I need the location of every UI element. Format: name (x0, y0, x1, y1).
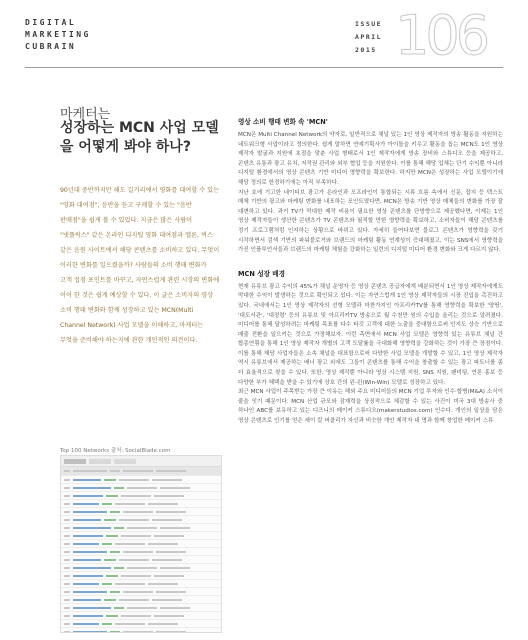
figure-table-row (61, 604, 221, 612)
figure-table-cell (114, 527, 124, 529)
body-paragraph: 지난 호에 기고한 네이티브 광고가 온라인과 오프라인이 통합되는 시류 흐름 속에서 신문, 잡지 등 텍스트 매체 기반의 광고와 마케팅 변화를 내포하는 포인트였다면, MCN은 방송 기반 영상 매체들의 변화를 가장 잘 대변하고 있다. 과거 TV가 막대한 제작 비용이 필요한 영상 콘텐츠를 단방향으로 제공했다면, 이제는 1인 영상 제작자들이 생산한 콘텐츠가 TV 콘텐츠와 필적할 만한 영향력을 확보하고, 소비자들이 해당 콘텐츠를 정기 프로그램처럼 인지하는 상황으로 바뀌고 있다. 자세히 들여다보면 블로그 콘텐츠가 영향력을 갖기 시작하면서 검색 기반의 파워블로거와 브랜드의 마케팅 활동 연계성이 증대해졌고, 이는 SNS에서 영향력을 가진 인플루언서들과 브랜드의 마케팅 체험을 강화하는 일련의 디지털 미디어 환경 변화와 크게 다르지 않다. (238, 189, 503, 254)
figure-table-cell (64, 487, 70, 489)
body-paragraph: 최근 MCN 사업이 주목받는 가장 큰 이유는 해외 주요 미디어들의 MCN 기업 투자와 인수·합병(M&A) 소식이 줄을 잇기 때문이다. MCN 산업 규모와 잠재력을 상징적으로 체감할 수 있는 사건이 미국 3대 방송사 중 하나인 ABC를 보유하고 있는 디즈니의 메이커 스튜디오(makerstudios.com) 인수다. 개인의 일상을 담은 영상 콘텐츠로 인기를 얻은 세이 칼 버클리가 자신과 비슷한 개인 제작자 네 명과 함께 창업한 메이커 스튜 (238, 389, 503, 425)
figure-table-cell (102, 543, 112, 545)
figure-table-cell (64, 470, 70, 472)
figure-table-cell (73, 511, 107, 513)
figure-table-cell (64, 543, 70, 545)
figure-table-cell (119, 479, 149, 481)
figure-table-cell (73, 607, 111, 609)
figure-table-row (61, 516, 221, 524)
section-title: MCN 성장 배경 (238, 269, 285, 278)
article-body (238, 117, 503, 427)
figure-table-cell (121, 615, 151, 617)
figure-table-cell (106, 495, 118, 497)
issue-year: 2015 (355, 46, 377, 54)
figure-table-cell (73, 583, 99, 585)
figure-table-cell (160, 567, 190, 569)
figure-table-row (61, 548, 221, 556)
figure-table-cell (123, 511, 153, 513)
figure-table-cell (64, 551, 70, 553)
figure-table-cell (73, 575, 103, 577)
figure-table-cell (160, 607, 190, 609)
brand-line-2: MARKETING (25, 30, 91, 39)
figure-table-cell (64, 607, 70, 609)
figure-table-row (61, 476, 221, 484)
figure-table-row (61, 588, 221, 596)
figure-table-cell (154, 615, 184, 617)
figure-table-cell (160, 527, 190, 529)
figure-table-cell (104, 559, 116, 561)
figure-table-cell (127, 527, 157, 529)
figure-table-cell (104, 479, 116, 481)
figure-table-cell (64, 599, 70, 601)
figure-table-cell (119, 519, 149, 521)
figure-table-cell (114, 607, 124, 609)
figure-table-cell (73, 519, 101, 521)
figure-table-cell (102, 503, 112, 505)
figure-table-header (61, 467, 221, 476)
figure-table-cell (115, 583, 145, 585)
figure-table-cell (106, 615, 118, 617)
figure-tab (114, 459, 136, 464)
figure-table-cell (64, 631, 70, 633)
figure-tab-bar (61, 456, 221, 467)
figure-table-cell (73, 567, 111, 569)
figure-table-cell (156, 631, 186, 633)
figure-table-cell (73, 623, 99, 625)
figure-table-cell (73, 487, 111, 489)
figure-table-cell (102, 623, 112, 625)
figure-table-row (61, 524, 221, 532)
figure-table-cell (123, 470, 153, 472)
figure-table-cell (104, 519, 116, 521)
figure-table-cell (73, 495, 103, 497)
figure-table-cell (64, 591, 70, 593)
figure-table-cell (110, 511, 120, 513)
body-paragraph: 현재 유튜브 광고 수익의 45%가 채널 운영자 등 영상 콘텐츠 공급자에게 배분되면서 1인 영상 제작자에게도 막대한 수익이 발생하는 것으로 확인되고 있다. 이는 자연스럽게 1인 영상 제작자들의 시장 진입을 촉진하고 있다. 국내에서는 1인 영상 제작자의 선형 모델과 마찬가지인 아프리카TV를 통해 영향력을 확보한 '양띵', '대도서관', '대정령' 등의 유튜브 및 아프리카TV 방송으로 월 수천만 원의 수입을 올리는 것으로 알려졌다. 미디어를 통해 달성하려는 마케팅 목표를 다수 타깃 고객에 대한 노출을 중대함으로써 인지도 상승 기반으로 매출 전환을 일으키는 것으로 가정해보자. 이런 측면에서 MCN 사업 모델은 영향력 있는 유튜브 채널 간 합종연횡을 통해 1인 영상 제작자 개별의 고객 도달률을 극대화해 영향력을 강화하는 것이 가장 큰 장점이다. 이를 통해 해당 사업자들은 소속 채널을 대표함으로써 다양한 사업 모델을 개발할 수 있고, 1인 영상 제작자 역시 유튜브에서 제공하는 배너 광고 외에도 그들이 콘텐츠를 통해 수익을 창출할 수 있는 광고 파트너를 좀 더 효율적으로 찾을 수 있다. 또한, 영상 제작뿐 아니라 영상 시스템 지원, SNS 지원, 팬미팅, 연론 홍보 등 다양한 부가 혜택을 받을 수 있기에 상호 간의 윈-윈(Win-Win) 모델로 성장하고 있다. (238, 283, 503, 386)
figure-tab (89, 459, 111, 464)
figure-table-row (61, 484, 221, 492)
brand-logo (25, 17, 91, 53)
figure-table-cell (152, 519, 182, 521)
figure-table-cell (121, 535, 151, 537)
issue-number: 106 (395, 4, 487, 67)
figure-table-cell (73, 559, 101, 561)
figure-tab (64, 459, 86, 464)
figure-table-cell (104, 599, 116, 601)
figure-table-cell (114, 567, 124, 569)
figure-table-row (61, 572, 221, 580)
figure-table-row (61, 540, 221, 548)
figure-table-row (61, 580, 221, 588)
figure-table-cell (148, 623, 178, 625)
figure-table-cell (64, 583, 70, 585)
figure-table-row (61, 508, 221, 516)
figure-table-cell (73, 543, 99, 545)
section-title: 영상 소비 행태 변화 속 'MCN' (238, 118, 328, 126)
figure-table-cell (127, 607, 157, 609)
figure-table-cell (73, 551, 107, 553)
figure-table-cell (123, 631, 153, 633)
figure-table-cell (148, 543, 178, 545)
figure-table-cell (64, 567, 70, 569)
figure-table-cell (106, 575, 118, 577)
figure-table-cell (119, 559, 149, 561)
figure-table-row (61, 556, 221, 564)
figure-table-cell (73, 615, 103, 617)
figure-table-cell (73, 470, 107, 472)
figure-table-cell (114, 487, 124, 489)
figure-table-cell (64, 623, 70, 625)
networks-table-figure (60, 455, 222, 633)
figure-table-cell (64, 495, 70, 497)
issue-label: ISSUE (355, 20, 383, 28)
figure-table-row (61, 564, 221, 572)
figure-table-cell (152, 559, 182, 561)
figure-table-cell (64, 519, 70, 521)
figure-table-cell (73, 527, 111, 529)
figure-table-row (61, 628, 221, 633)
figure-table-cell (148, 503, 178, 505)
figure-table-cell (73, 591, 107, 593)
figure-table-cell (115, 623, 145, 625)
figure-table-row (61, 596, 221, 604)
figure-table-cell (73, 631, 107, 633)
figure-table-cell (156, 470, 186, 472)
issue-info (355, 18, 382, 57)
figure-table-cell (106, 535, 118, 537)
header-rule (25, 67, 503, 68)
figure-table-cell (73, 479, 101, 481)
article-lead: 90년대 중반까지만 해도 길거리에서 영화를 대여할 수 있는 "영화 대여점", 음반을 듣고 구매할 수 있는 "음반 판매점"을 쉽게 볼 수 있었다. 지금은 많은 사람이 "넷플릭스" 같은 온라인 디지털 영화 대여점과 멜론, 벅스 같은 음원 사이트에서 해당 콘텐츠를 소비하고 있다. 무엇이 이러한 변화를 일으켰을까? 사람들의 소비 행태 변화가 고객 접점 포인트를 바꾸고, 자연스럽게 관련 시장의 변화에 이어 한 것은 쉽게 예상할 수 있다. 이 글은 소비자의 영상 소비 행태 변화와 함께 성장하고 있는 MCN(Multi Channel Network) 사업 모델을 이해하고, 마케터는 무엇을 준비해야 하는지에 관한 개인적인 의견이다. (60, 187, 220, 344)
article-title: 성장하는 MCN 사업 모델을 어떻게 봐야 하나? (60, 120, 219, 155)
figure-table-cell (152, 599, 182, 601)
figure-table-cell (127, 487, 157, 489)
figure-table-cell (64, 503, 70, 505)
figure-table-cell (148, 583, 178, 585)
figure-table (61, 467, 221, 633)
brand-line-1: DIGITAL (25, 18, 77, 27)
figure-table-cell (110, 470, 120, 472)
figure-table-cell (156, 551, 186, 553)
figure-table-row (61, 612, 221, 620)
figure-table-cell (110, 631, 120, 633)
figure-table-row (61, 500, 221, 508)
figure-table-cell (64, 479, 70, 481)
figure-table-cell (154, 535, 184, 537)
figure-table-cell (110, 551, 120, 553)
figure-table-cell (64, 535, 70, 537)
body-paragraph: MCN은 Multi Channel Network의 약자로, 일반적으로 채널 있는 1인 영상 제작자의 방송 활동을 지원하는 네트워크형 사업이라고 정의한다. 쉽게 말하면 연예기획사가 아이돌을 키우고 활동을 돕는 MCN도 1인 영상 제작자 발굴과 지원에 초점을 맞춘 사업 형태로서 1인 제작자에게 방송 장비와 스튜디오 등을 제공하고, 콘텐츠 유통과 광고 유치, 저작권 관리와 외부 협업 등을 지원한다. 이를 통해 해당 업체는 단기 수익뿐 아니라 디지털 환경에서의 영상 콘텐츠 기반 미디어 영향력을 확보한다. 하지만 MCN은 성장하는 사업 모델이기에 해당 정의로 한정하기에는 아직 부족하다. (238, 132, 503, 186)
figure-table-cell (123, 591, 153, 593)
figure-table-cell (110, 591, 120, 593)
figure-table-cell (64, 511, 70, 513)
figure-table-cell (73, 503, 99, 505)
figure-table-cell (127, 567, 157, 569)
article-subtitle: 마케터는 (60, 107, 111, 122)
figure-table-cell (156, 511, 186, 513)
figure-table-cell (121, 495, 151, 497)
figure-table-cell (160, 487, 190, 489)
brand-line-3: CUBRAIN (25, 42, 77, 51)
figure-table-cell (154, 575, 184, 577)
figure-table-cell (64, 575, 70, 577)
figure-table-cell (102, 583, 112, 585)
figure-table-cell (121, 575, 151, 577)
figure-table-cell (64, 615, 70, 617)
figure-table-cell (64, 527, 70, 529)
figure-table-cell (123, 551, 153, 553)
figure-table-row (61, 492, 221, 500)
figure-table-cell (152, 479, 182, 481)
figure-table-cell (64, 559, 70, 561)
figure-table-cell (115, 543, 145, 545)
figure-table-row (61, 620, 221, 628)
issue-month: APRIL (355, 33, 383, 41)
figure-table-cell (115, 503, 145, 505)
figure-caption: Top 100 Networks 출처: SocialBlade.com (60, 448, 171, 454)
figure-table-cell (154, 495, 184, 497)
figure-table-cell (73, 535, 103, 537)
figure-table-row (61, 532, 221, 540)
figure-table-cell (119, 599, 149, 601)
figure-table-cell (156, 591, 186, 593)
figure-table-cell (73, 599, 101, 601)
